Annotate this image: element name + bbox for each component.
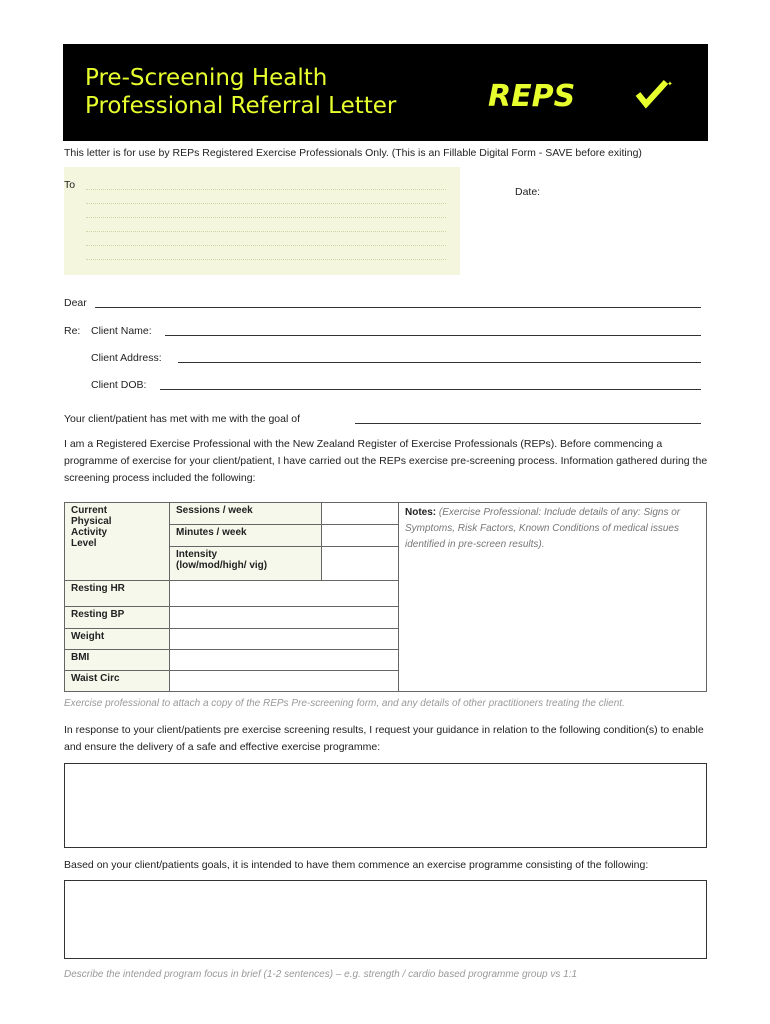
paragraph-programme: Based on your client/patients goals, it is intended to have them commence an exercise programme consisting of the following:: [64, 859, 649, 871]
resting-hr-label: Resting HR: [65, 581, 170, 607]
title-line-1: Pre-Screening Health: [85, 65, 328, 91]
notes-hint: (Exercise Professional: Include details of any: Signs or Symptoms, Risk Factors, Known Conditions of medical issues identified in pre-screen results).: [405, 507, 681, 550]
assessment-table: [64, 502, 707, 692]
to-field[interactable]: [64, 167, 460, 275]
re-label: Re:: [64, 325, 81, 337]
goal-field[interactable]: [355, 423, 701, 424]
notes-label: Notes:: [405, 507, 437, 518]
svg-text:✦: ✦: [667, 80, 673, 88]
minutes-field[interactable]: [322, 525, 399, 547]
logo-text: REPS: [488, 79, 576, 112]
client-dob-field[interactable]: [160, 389, 701, 390]
waist-field[interactable]: [170, 671, 399, 692]
describe-note: Describe the intended program focus in brief (1-2 sentences) – e.g. strength / cardio based programme group vs 1:1: [64, 969, 578, 980]
check-icon: [638, 82, 666, 104]
intensity-label: Intensity (low/mod/high/ vig): [170, 547, 322, 581]
programme-textarea[interactable]: [64, 880, 707, 959]
reps-logo: [488, 78, 678, 112]
conditions-textarea[interactable]: [64, 763, 707, 848]
bmi-label: BMI: [65, 650, 170, 671]
paragraph-guidance: In response to your client/patients pre exercise screening results, I request your guidance in relation to the following condition(s) to enable and ensure the delivery of a safe and effective exercise programme:: [64, 724, 704, 753]
client-name-field[interactable]: [165, 335, 701, 336]
weight-field[interactable]: [170, 629, 399, 650]
waist-label: Waist Circ: [65, 671, 170, 692]
client-dob-label: Client DOB:: [91, 379, 147, 391]
to-label: To: [64, 179, 76, 191]
paragraph-intro: I am a Registered Exercise Professional with the New Zealand Register of Exercise Professionals (REPs). Before commencing a programme of exercise for your client/patient, I have carried out the REPs exercise pre-screening process. Information gathered during the screening process included the following:: [64, 438, 708, 484]
resting-hr-field[interactable]: [170, 581, 399, 607]
resting-bp-label: Resting BP: [65, 607, 170, 629]
minutes-label: Minutes / week: [170, 525, 322, 547]
goal-label: Your client/patient has met with me with the goal of: [64, 413, 300, 425]
attach-note: Exercise professional to attach a copy of the REPs Pre-screening form, and any details of other practitioners treating the client.: [64, 698, 625, 709]
weight-label: Weight: [65, 629, 170, 650]
sessions-label: Sessions / week: [170, 503, 322, 525]
title-line-2: Professional Referral Letter: [85, 93, 397, 119]
page-title: [85, 64, 396, 120]
dear-field[interactable]: [95, 307, 701, 308]
intro-text: This letter is for use by REPs Registered Exercise Professionals Only. (This is an Fillable Digital Form - SAVE before exiting): [64, 147, 642, 159]
bmi-field[interactable]: [170, 650, 399, 671]
dear-label: Dear: [64, 297, 87, 309]
resting-bp-field[interactable]: [170, 607, 399, 629]
intensity-field[interactable]: [322, 547, 399, 581]
date-label: Date:: [515, 186, 541, 198]
client-address-label: Client Address:: [91, 352, 162, 364]
client-name-label: Client Name:: [91, 325, 152, 337]
notes-field[interactable]: [399, 503, 707, 692]
cpal-label: Current Physical Activity Level: [65, 503, 170, 581]
header-banner: [63, 44, 708, 141]
client-address-field[interactable]: [178, 362, 701, 363]
sessions-field[interactable]: [322, 503, 399, 525]
